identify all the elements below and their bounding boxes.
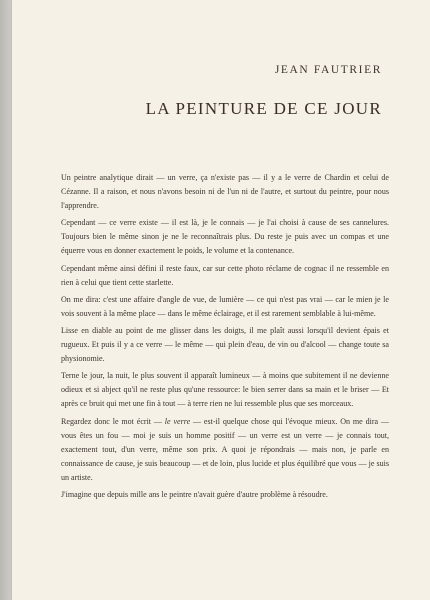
paragraph-5: Lisse en diable au point de me glisser dans les doigts, il me plaît aussi lorsqu'il devient épais et rugueux. Et puis il y a ce verre — le même — qui plein d'eau, de vin ou d'alcool — change toute sa physionomie.: [61, 325, 389, 364]
essay-body: [61, 171, 389, 505]
paragraph-4: On me dira: c'est une affaire d'angle de vue, de lumière — ce qui n'est pas vrai — car le mien je le vois souvent à la même place — dans le même éclairage, et il est rarement semblable à lui-même.: [61, 294, 389, 318]
binding-edge: [0, 0, 12, 600]
page-title: LA PEINTURE DE CE JOUR: [145, 99, 382, 118]
paragraph-8: J'imagine que depuis mille ans le peintre n'avait guère d'autre problème à résoudre.: [61, 489, 328, 499]
book-page: [12, 0, 430, 600]
paragraph-7: Regardez donc le mot écrit — le verre — est-il quelque chose qui l'évoque mieux. On me dira — vous êtes un fou — moi je suis un homme positif — un verre est un verre — je connais tout, exactement tout, d'un verre, même son prix. A quoi je répondrais — mais non, je parle en connaissance de cause, je suis beaucoup — et de loin, plus lucide et plus équilibré que vous — je suis un artiste.: [61, 416, 389, 482]
paragraph-6: Terne le jour, la nuit, le plus souvent il apparaît lumineux — à moins que subitement il ne devienne odieux et si abject qu'il ne reste plus qu'une ressource: le bien serrer dans sa main et le briser — Et après ce bruit qui met une fin à tout — à terre rien ne lui ressemble plus que ses morceaux.: [61, 371, 389, 409]
paragraph-1: Un peintre analytique dirait — un verre, ça n'existe pas — il y a le verre de Chardin et celui de Cézanne. Il a raison, et nous n'avons besoin ni de l'un ni de l'autre, et surtout du peintre, pour nous l'apprendre.: [61, 173, 389, 211]
italic-phrase: le verre: [164, 416, 191, 426]
paragraph-2: Cependant — ce verre existe — il est là, je le connais — je l'ai choisi à cause de ses cannelures. Toujours bien le même sinon je ne le reconnaîtrais plus. Du reste je puis avec un compas et une équerre vous en donner exactement le poids, le volume et la contenance.: [61, 218, 389, 256]
author-name: JEAN FAUTRIER: [274, 64, 382, 76]
paragraph-3: Cependant même ainsi défini il reste faux, car sur cette photo réclame de cognac il ne ressemble en rien à celui que tient cette starlette.: [61, 263, 389, 287]
